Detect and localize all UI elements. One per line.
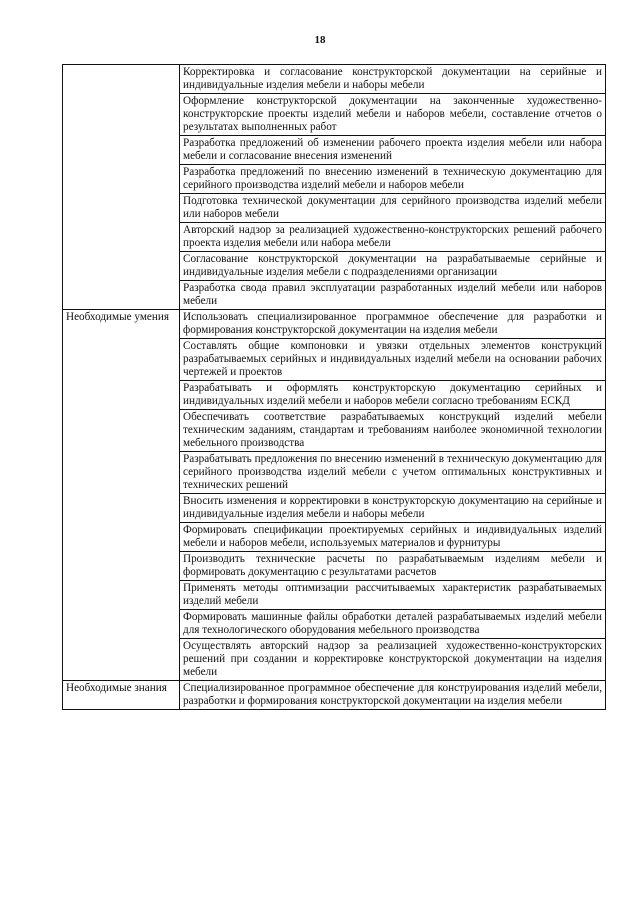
skill-item: Формировать машинные файлы обработки деталей разрабатываемых изделий мебели для технологического оборудования мебельного производства <box>180 610 606 639</box>
skill-item: Обеспечивать соответствие разрабатываемых конструкций изделий мебели техническим заданиям, стандартам и требованиям наиболее экономичной технологии мебельного производства <box>180 410 606 452</box>
labor-action-item: Оформление конструкторской документации на законченные художественно-конструкторские проекты изделий мебели и наборов мебели, составление отчетов о результатах выполненных работ <box>180 94 606 136</box>
knowledge-item: Специализированное программное обеспечение для конструирования изделий мебели, разработки и формирования конструкторской документации на изделия мебели <box>180 681 606 710</box>
labor-action-item: Подготовка технической документации для серийного производства изделий мебели или наборов мебели <box>180 194 606 223</box>
skill-item: Использовать специализированное программное обеспечение для разработки и формирования конструкторской документации на изделия мебели <box>180 310 606 339</box>
skills-label: Необходимые умения <box>63 310 180 681</box>
skill-item: Осуществлять авторский надзор за реализацией художественно-конструкторских решений при создании и корректировке конструкторской документации на изделия мебели <box>180 639 606 681</box>
labor-action-item: Разработка предложений по внесению изменений в техническую документацию для серийного производства изделий мебели и наборов мебели <box>180 165 606 194</box>
empty-label-cell <box>63 65 180 310</box>
page-number: 18 <box>314 34 326 46</box>
labor-action-item: Авторский надзор за реализацией художественно-конструкторских решений рабочего проекта изделия мебели или набора мебели <box>180 223 606 252</box>
table-row <box>63 65 606 94</box>
labor-action-item: Корректировка и согласование конструкторской документации на серийные и индивидуальные изделия мебели и наборы мебели <box>180 65 606 94</box>
labor-action-item: Разработка предложений об изменении рабочего проекта изделия мебели или набора мебели и согласование внесения изменений <box>180 136 606 165</box>
labor-action-item: Разработка свода правил эксплуатации разработанных изделий мебели или наборов мебели <box>180 281 606 310</box>
skill-item: Разрабатывать предложения по внесению изменений в техническую документацию для серийного производства изделий мебели с учетом оптимальных конструктивных и технических решений <box>180 452 606 494</box>
skill-item: Разрабатывать и оформлять конструкторскую документацию серийных и индивидуальных изделий мебели и наборов мебели согласно требованиям ЕСКД <box>180 381 606 410</box>
competency-table <box>62 64 606 710</box>
table-row <box>63 681 606 710</box>
skill-item: Вносить изменения и корректировки в конструкторскую документацию на серийные и индивидуальные изделия мебели и наборы мебели <box>180 494 606 523</box>
skill-item: Формировать спецификации проектируемых серийных и индивидуальных изделий мебели и наборов мебели, используемых материалов и фурнитуры <box>180 523 606 552</box>
labor-action-item: Согласование конструкторской документации на разрабатываемые серийные и индивидуальные изделия мебели с подразделениями организации <box>180 252 606 281</box>
skill-item: Производить технические расчеты по разрабатываемым изделиям мебели и формировать документацию с результатами расчетов <box>180 552 606 581</box>
knowledge-label: Необходимые знания <box>63 681 180 710</box>
table-row <box>63 310 606 339</box>
skill-item: Применять методы оптимизации рассчитываемых характеристик разрабатываемых изделий мебели <box>180 581 606 610</box>
skill-item: Составлять общие компоновки и увязки отдельных элементов конструкций разрабатываемых серийных и индивидуальных изделий мебели на основании рабочих чертежей и проектов <box>180 339 606 381</box>
